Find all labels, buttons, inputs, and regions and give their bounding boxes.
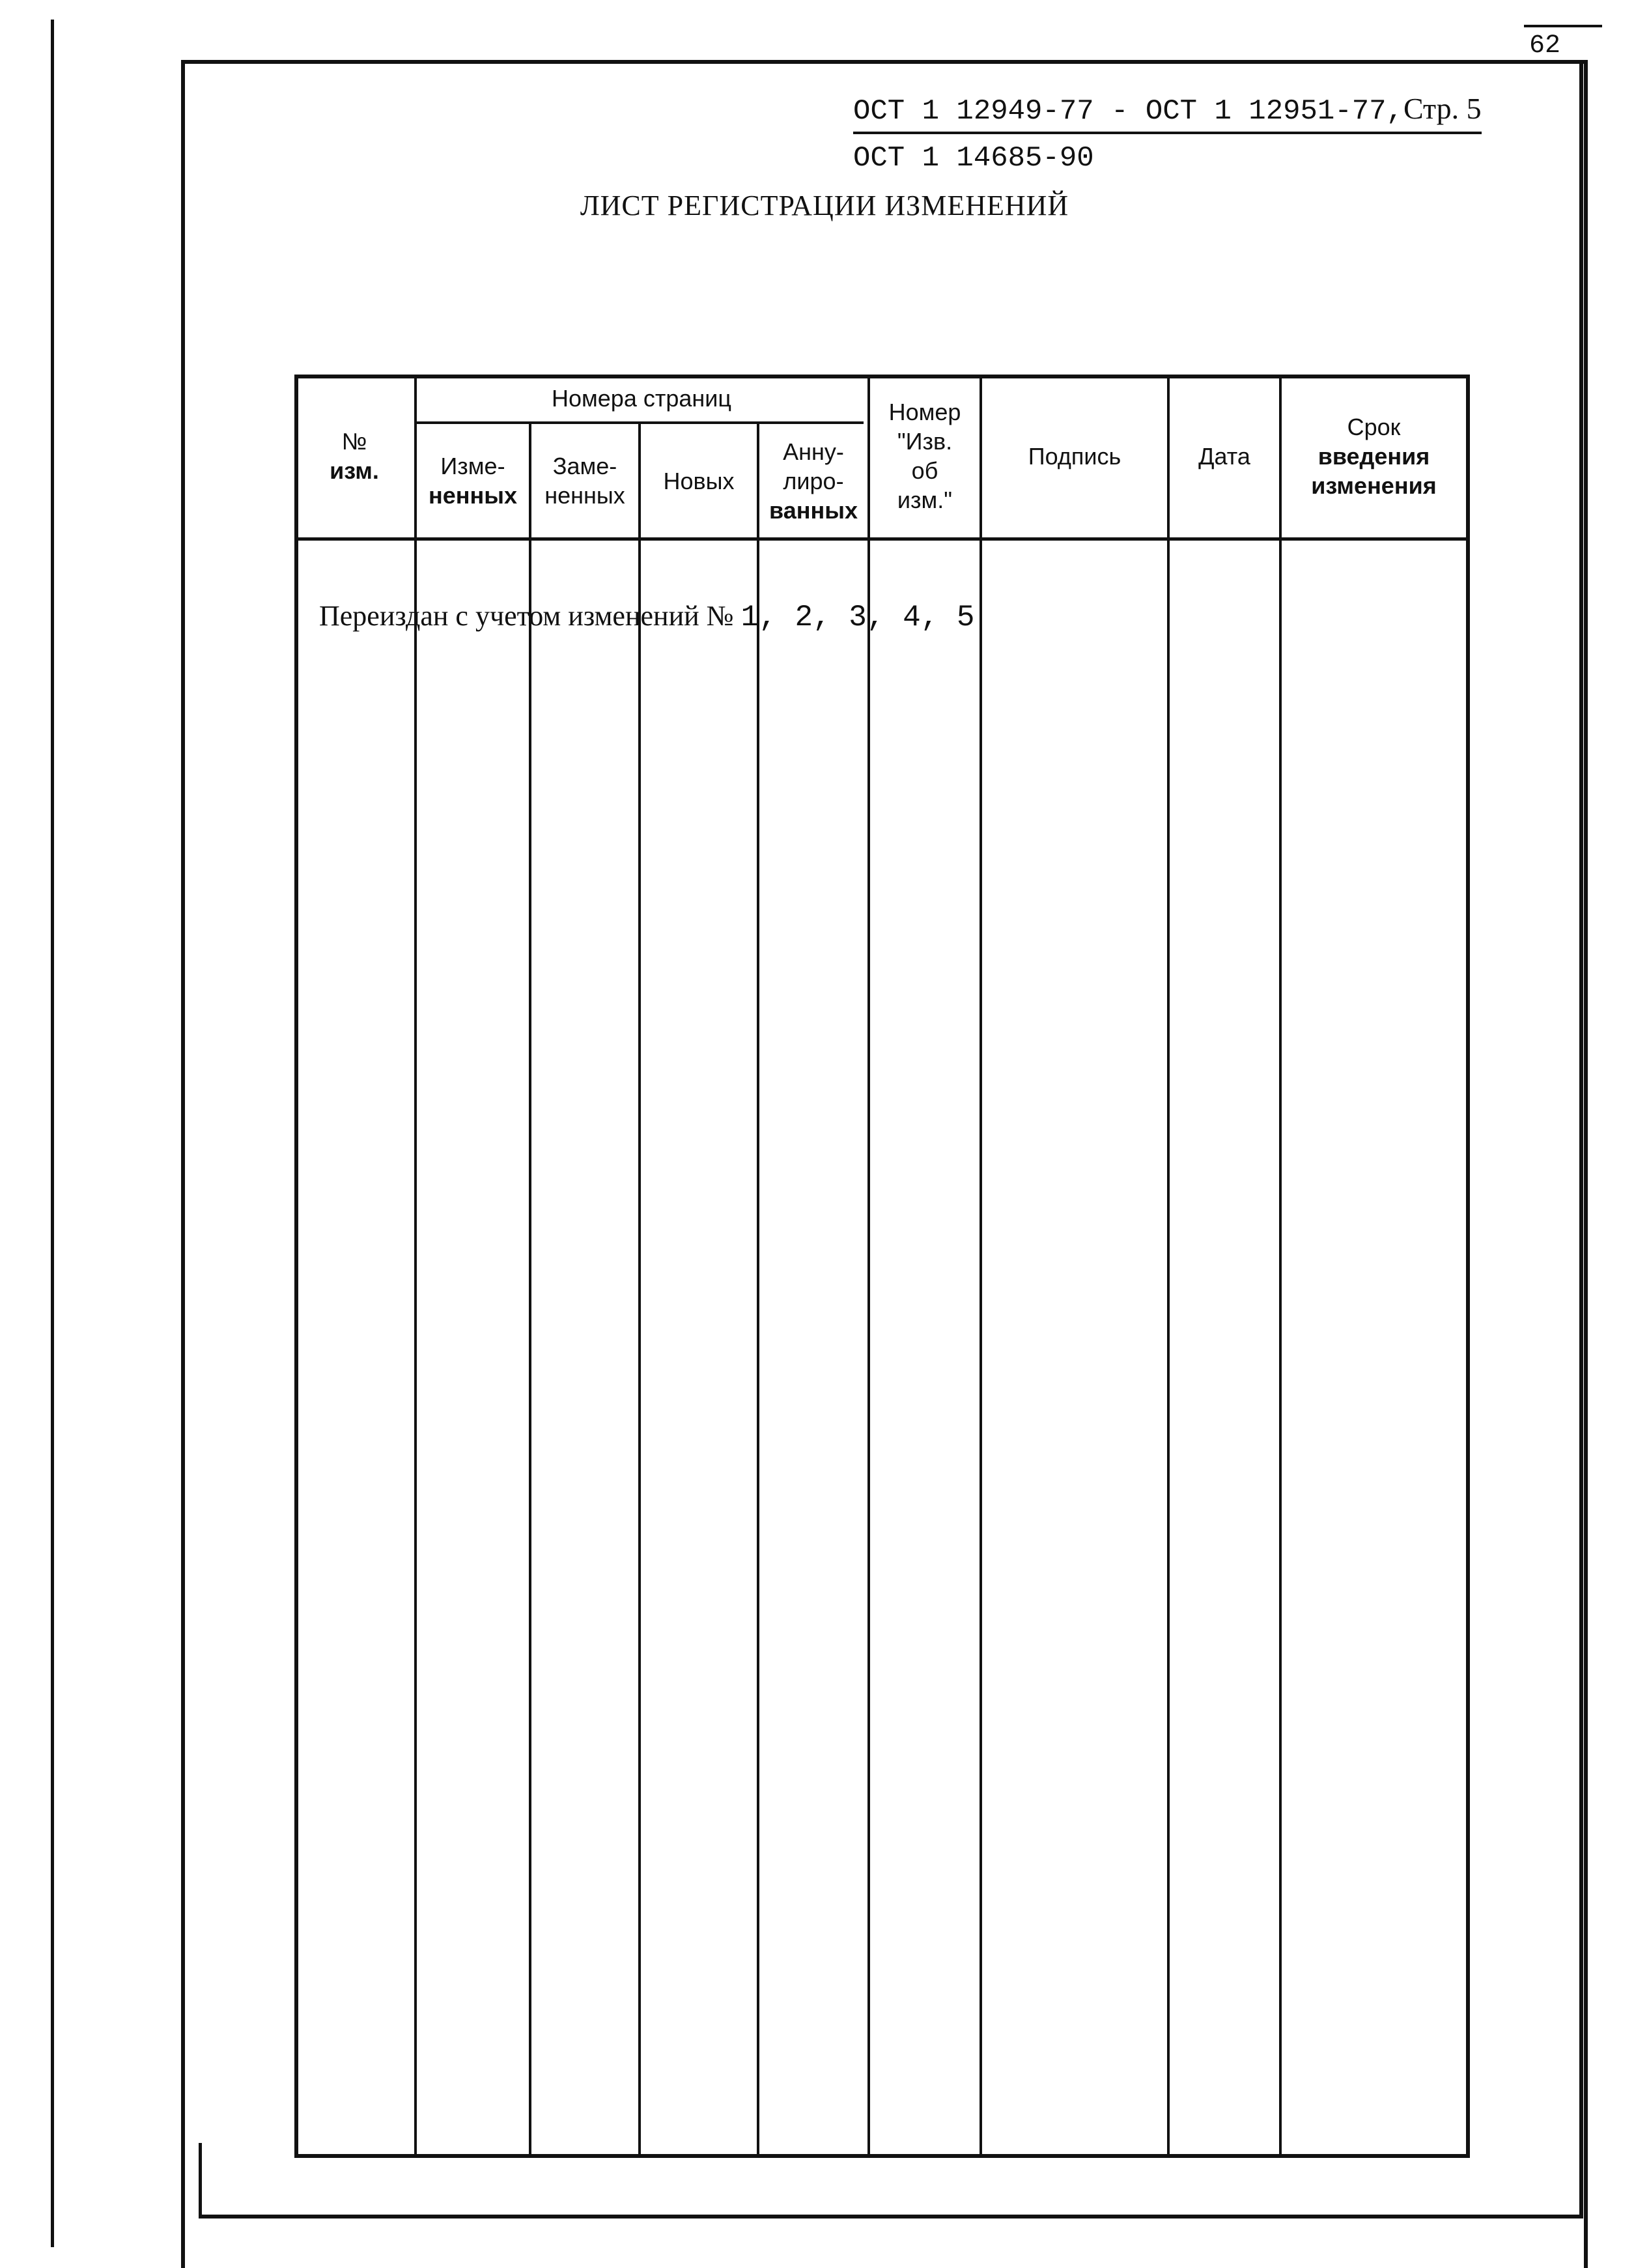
header-signature — [982, 375, 1167, 537]
header-new-text: Новых — [663, 467, 735, 494]
header-changed-pages — [417, 424, 529, 537]
col-divider-2 — [529, 421, 531, 2158]
reissue-note-text: Переиздан с учетом изменений № — [319, 600, 734, 632]
col-divider-8 — [1279, 375, 1282, 2158]
header-change-number — [294, 375, 414, 537]
standard-designation-2: ОСТ 1 14685-90 — [853, 142, 1094, 175]
header-notice-number — [870, 375, 980, 537]
page-reference: Стр. 5 — [1403, 92, 1482, 125]
header-notice-l1: Номер — [888, 399, 961, 425]
header-page-numbers-text: Номера страниц — [552, 384, 731, 412]
header-notice-l3: об — [911, 457, 938, 484]
reissue-note — [319, 599, 975, 634]
col-divider-7 — [1167, 375, 1170, 2158]
header-date-text: Дата — [1198, 442, 1250, 470]
header-new-pages — [641, 424, 757, 537]
change-registration-table — [294, 375, 1470, 2158]
header-annulled-l2: лиро- — [783, 467, 844, 494]
header-bottom-line — [294, 537, 1470, 541]
frame-bottom-edge — [199, 2215, 1583, 2218]
page-title: ЛИСТ РЕГИСТРАЦИИ ИЗМЕНЕНИЙ — [580, 190, 1069, 221]
standard-designation — [853, 91, 1482, 134]
header-changed-l1: Изме- — [440, 453, 505, 479]
page-number: 62 — [1529, 31, 1561, 61]
col-divider-4 — [757, 421, 759, 2158]
outer-left-border — [51, 20, 54, 2247]
header-annulled-l3: ванных — [769, 496, 858, 524]
frame-left-edge — [199, 2143, 202, 2218]
header-change-number-l2: изм. — [330, 457, 379, 484]
reissue-note-numbers: 1, 2, 3, 4, 5 — [740, 601, 975, 634]
header-signature-text: Подпись — [1028, 442, 1121, 470]
header-term-l1: Срок — [1347, 413, 1401, 440]
header-effective-term — [1282, 375, 1466, 537]
header-change-number-l1: № — [341, 428, 367, 455]
header-annulled-pages — [759, 424, 867, 537]
col-divider-3 — [638, 421, 641, 2158]
header-annulled-l1: Анну- — [783, 438, 844, 465]
header-term-l2: введения — [1318, 442, 1430, 470]
header-replaced-l2: ненных — [544, 482, 625, 509]
table-border — [294, 375, 1470, 2158]
col-divider-6 — [980, 375, 982, 2158]
header-replaced-l1: Заме- — [552, 453, 617, 479]
col-divider-1 — [414, 375, 417, 2158]
header-replaced-pages — [531, 424, 638, 537]
header-notice-l4: изм." — [897, 487, 953, 513]
frame-right-edge — [1579, 60, 1583, 2218]
col-divider-5 — [867, 375, 870, 2158]
header-date — [1170, 375, 1279, 537]
header-changed-l2: ненных — [428, 482, 518, 509]
designation-text: ОСТ 1 12949-77 - ОСТ 1 12951-77, — [853, 95, 1403, 128]
header-term-l3: изменения — [1311, 472, 1437, 499]
page-number-rule — [1524, 25, 1602, 27]
header-page-numbers — [417, 375, 866, 421]
header-notice-l2: "Изв. — [897, 428, 953, 455]
